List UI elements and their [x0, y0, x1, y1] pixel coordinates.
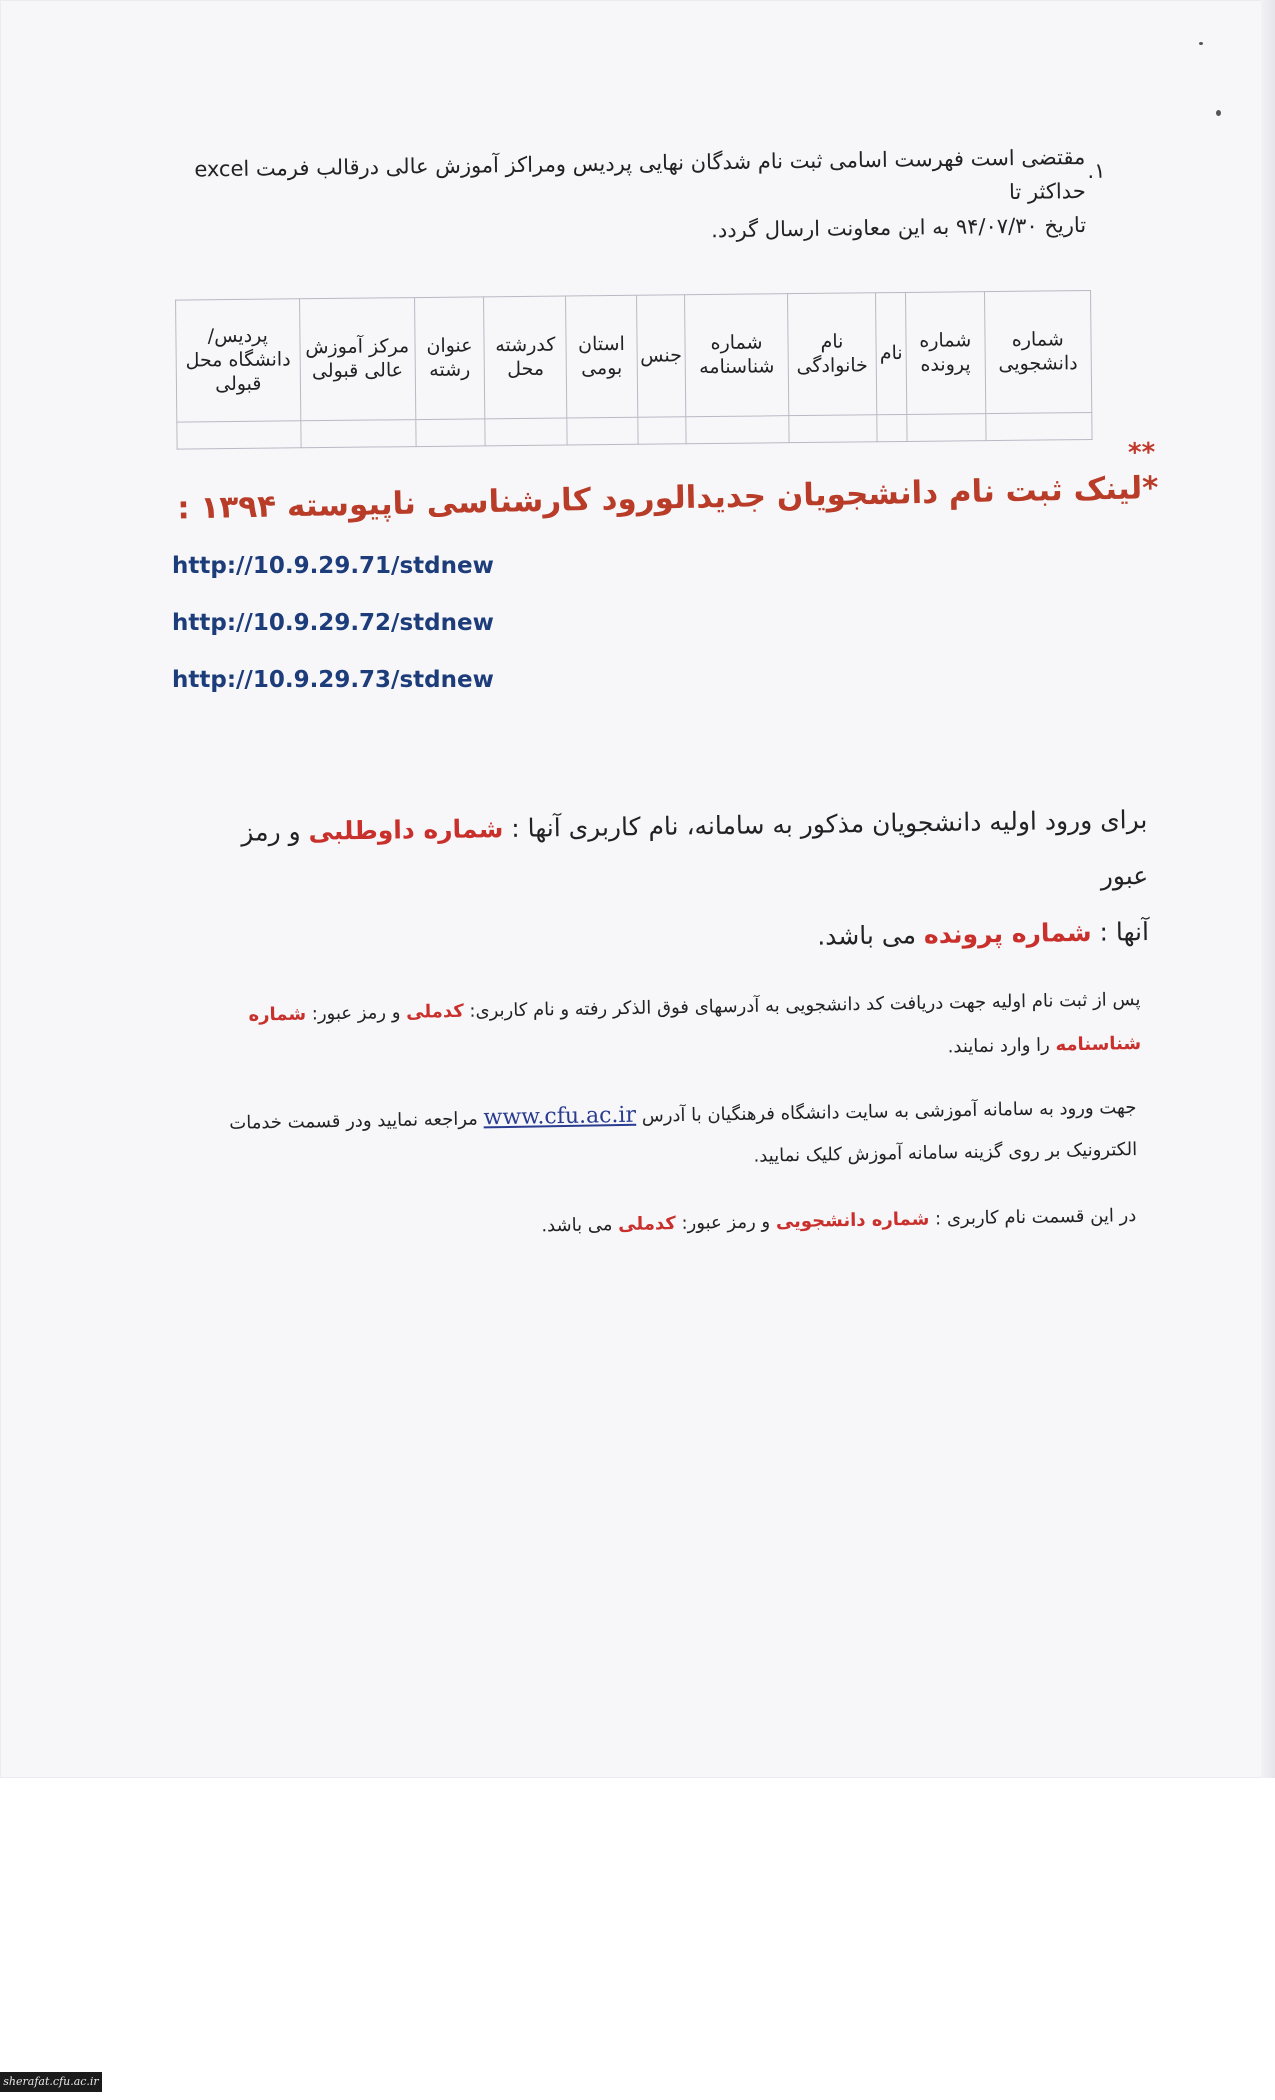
cfu-website-link[interactable]: www.cfu.ac.ir	[483, 1102, 637, 1131]
table-cell	[877, 414, 907, 441]
asterisk-marks: **	[1127, 437, 1156, 469]
scan-speck	[1199, 42, 1203, 45]
registration-link-heading: *لینک ثبت نام دانشجویان جدیدالورود کارشناسی ناپیوسته ۱۳۹۴ :	[176, 470, 1159, 527]
registration-url-2[interactable]: http://10.9.29.72/stdnew	[172, 610, 494, 636]
text-span: و رمز عبور:	[681, 1211, 771, 1234]
table-cell	[907, 413, 986, 441]
text-span: و رمز عبور	[241, 816, 1149, 891]
table-cell	[177, 421, 301, 449]
table-header-cell: کدرشته محل	[484, 296, 567, 419]
item-line-2: تاریخ ۹۴/۰۷/۳۰ به این معاونت ارسال گردد.	[711, 212, 1087, 243]
text-span: و رمز عبور:	[311, 1001, 401, 1025]
table-header-cell: شماره پرونده	[906, 292, 986, 415]
item-line-1: مقتضی است فهرست اسامی ثبت نام شدگان نهایی پردیس ومراکز آموزش عالی درقالب فرمت excel حداکثر تا	[194, 144, 1086, 205]
text-span: می باشد.	[541, 1214, 613, 1237]
paragraph-line	[195, 792, 1148, 917]
text-span: می باشد.	[817, 920, 917, 951]
table-cell	[637, 417, 686, 445]
education-system-paragraph	[222, 1086, 1137, 1187]
text-span: برای ورود اولیه دانشجویان مذکور به سامانه، نام کاربری آنها :	[511, 804, 1148, 843]
table-cell	[789, 415, 878, 443]
table-header-row	[176, 291, 1092, 422]
table-cell	[567, 417, 637, 445]
login-instructions-paragraph	[195, 792, 1149, 973]
highlight-password: شماره پرونده	[923, 917, 1092, 950]
item-number: ۱.	[1087, 158, 1106, 183]
table-header-cell: مرکز آموزش عالی قبولی	[299, 298, 415, 421]
source-watermark: sherafat.cfu.ac.ir	[0, 2072, 102, 2092]
text-span: جهت ورود به سامانه آموزشی به سایت دانشگاه فرهنگیان با آدرس	[641, 1096, 1137, 1127]
table-header-cell: نام	[876, 292, 907, 414]
highlight-username: کدملی	[405, 1000, 464, 1023]
table-header-cell: پردیس/دانشگاه محل قبولی	[176, 299, 301, 422]
highlight-username: شماره دانشجویی	[775, 1208, 930, 1233]
text-span: مراجعه نمایید ودر قسمت خدمات الکترونیک بر روی گزینه سامانه آموزش کلیک نمایید.	[229, 1108, 1138, 1167]
table-cell	[301, 419, 416, 447]
instruction-item-1	[180, 140, 1106, 255]
table-header-cell: شماره شناسنامه	[685, 294, 789, 417]
highlight-password: شماره شناسنامه	[248, 1003, 1142, 1056]
text-span: آنها :	[1099, 916, 1150, 947]
text-span: را وارد نمایند.	[947, 1034, 1050, 1058]
table-header-cell: جنس	[636, 295, 686, 417]
registration-url-3[interactable]: http://10.9.29.73/stdnew	[172, 667, 494, 693]
highlight-password: کدملی	[618, 1213, 676, 1236]
text-span: پس از ثبت نام اولیه جهت دریافت کد دانشجویی به آدرسهای فوق الذکر رفته و نام کاربری:	[469, 988, 1141, 1022]
student-code-paragraph	[230, 978, 1141, 1082]
scan-page-edge	[1261, 0, 1275, 1778]
scan-speck	[1216, 110, 1221, 116]
table-header-cell: شماره دانشجویی	[984, 291, 1092, 414]
table-cell	[415, 419, 485, 447]
text-span: در این قسمت نام کاربری :	[934, 1204, 1137, 1230]
table-cell	[985, 412, 1092, 440]
highlight-username: شماره داوطلبی	[308, 813, 504, 846]
registration-url-1[interactable]: http://10.9.29.71/stdnew	[172, 553, 494, 579]
table-header-cell: استان بومی	[566, 295, 637, 418]
student-list-table	[175, 290, 1093, 450]
table-cell	[485, 418, 567, 446]
table-cell	[686, 415, 789, 443]
table-header-cell: نام خانوادگی	[787, 293, 877, 416]
table-header-cell: عنوان رشته	[414, 297, 485, 420]
